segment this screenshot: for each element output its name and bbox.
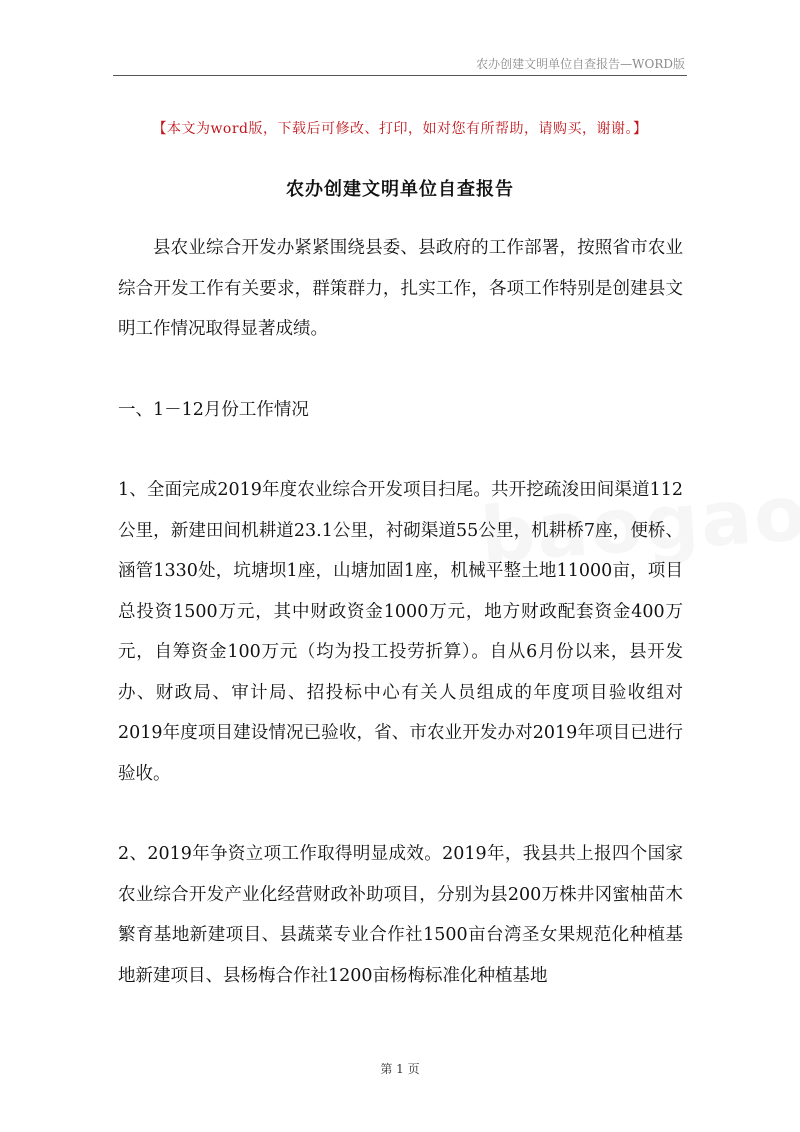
header-divider bbox=[113, 75, 687, 76]
intro-paragraph: 县农业综合开发办紧紧围绕县委、县政府的工作部署，按照省市农业综合开发工作有关要求，群策群力，扎实工作，各项工作特别是创建县文明工作情况取得显著成绩。 bbox=[118, 238, 683, 339]
body-paragraph: 2、2019年争资立项工作取得明显成效。2019年，我县共上报四个国家农业综合开发产业化经营财政补助项目，分别为县200万株井冈蜜柚苗木繁育基地新建项目、县蔬菜专业合作社1500亩台湾圣女果规范化种植基地新建项目、县杨梅合作社1200亩杨梅标准化种植基地 bbox=[118, 844, 683, 986]
body-paragraph: 1、全面完成2019年度农业综合开发项目扫尾。共开挖疏浚田间渠道112公里，新建田间机耕道23.1公里，衬砌渠道55公里，机耕桥7座，便桥、涵管1330处，坑塘坝1座，山塘加固1座，机械平整土地11000亩，项目总投资1500万元，其中财政资金1000万元，地方财政配套资金400万元，自筹资金100万元（均为投工投劳折算）。自从6月份以来，县开发办、财政局、审计局、招投标中心有关人员组成的年度项目验收组对2019年度项目建设情况已验收，省、市农业开发办对2019年项目已进行验收。 bbox=[118, 480, 683, 784]
running-header: 农办创建文明单位自查报告—WORD版 bbox=[476, 57, 685, 71]
section-heading: 一、1－12月份工作情况 bbox=[118, 399, 309, 420]
document-title: 农办创建文明单位自查报告 bbox=[286, 179, 514, 200]
purchase-notice: 【本文为word版，下载后可修改、打印，如对您有所帮助，请购买，谢谢。】 bbox=[152, 121, 648, 137]
page-number: 第 1 页 bbox=[380, 1062, 420, 1076]
document-body bbox=[118, 228, 683, 996]
